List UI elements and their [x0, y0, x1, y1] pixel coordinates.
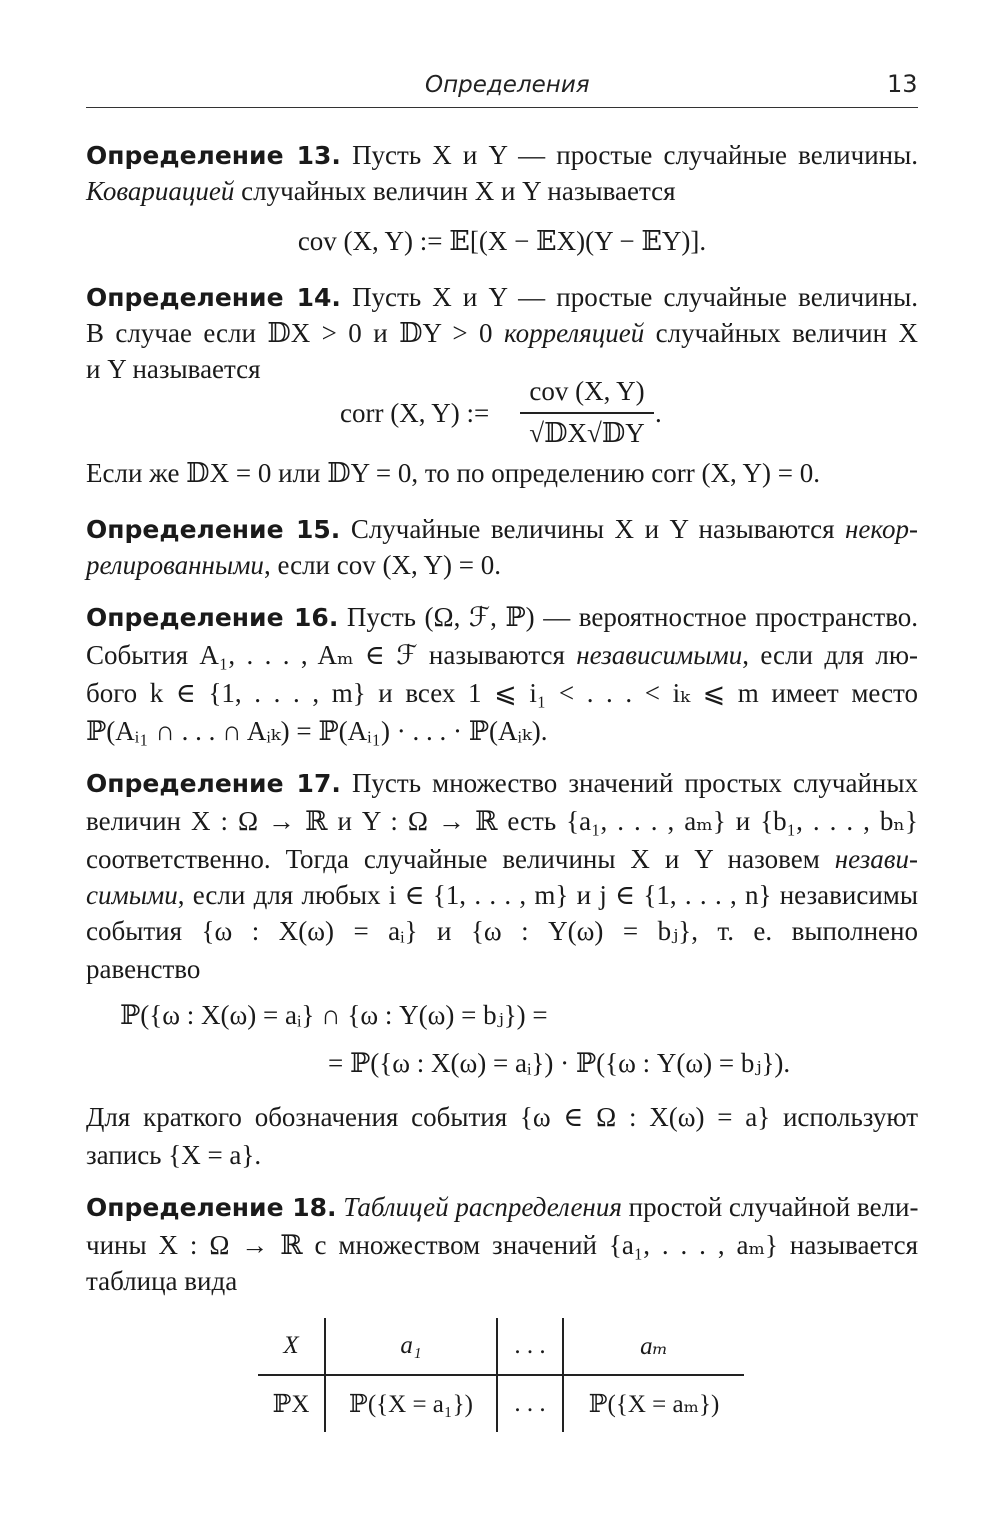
- def15-line1: Определение 15. Случайные величины X и Y называются некор-: [86, 514, 919, 544]
- def18-line3: таблица вида: [86, 1266, 238, 1296]
- def16-term: независимыми: [576, 640, 743, 670]
- table-cell: . . .: [497, 1318, 563, 1375]
- def17-formula-line2: = ℙ({ω : X(ω) = aᵢ}) · ℙ({ω : Y(ω) = bⱼ}).: [328, 1048, 791, 1078]
- def16-line4: ℙ(Aᵢ₁ ∩ . . . ∩ Aᵢₖ) = ℙ(Aᵢ₁) · . . . · ℙ(Aᵢₖ).: [86, 716, 548, 746]
- def16-line3: бого k ∈ {1, . . . , m} и всех 1 ⩽ i₁ < . . . < iₖ ⩽ m имеет место: [86, 678, 918, 708]
- formula-lhs: corr (X, Y) :=: [340, 398, 490, 428]
- fraction-denominator: √𝔻X√𝔻Y: [529, 418, 645, 448]
- table-cell: X: [258, 1318, 325, 1375]
- table-cell: ℙX: [258, 1375, 325, 1432]
- def15-label: Определение 15.: [86, 515, 341, 544]
- header-rule: [86, 107, 918, 108]
- table-cell: ℙ({X = a₁}): [325, 1375, 497, 1432]
- def18-line2: чины X : Ω → ℝ с множеством значений {a₁, . . . , aₘ} называется: [86, 1230, 918, 1260]
- def17-formula-line1: ℙ({ω : X(ω) = aᵢ} ∩ {ω : Y(ω) = bⱼ}) =: [120, 1000, 548, 1030]
- def13-term: Ковариацией: [86, 176, 235, 206]
- def17-note-line2: запись {X = a}.: [86, 1140, 262, 1170]
- def17-line5: события {ω : X(ω) = aᵢ} и {ω : Y(ω) = bⱼ}, т. е. выполнено: [86, 916, 918, 946]
- def14-line3: и Y называется: [86, 354, 261, 384]
- page-number: 13: [887, 70, 918, 98]
- def17-line2: величин X : Ω → ℝ и Y : Ω → ℝ есть {a₁, . . . , aₘ} и {b₁, . . . , bₙ}: [86, 806, 918, 836]
- def14-line2: В случае если 𝔻X > 0 и 𝔻Y > 0 корреляцией случайных величин X: [86, 318, 918, 348]
- def17-note-line1: Для краткого обозначения события {ω ∈ Ω : X(ω) = a} используют: [86, 1102, 918, 1132]
- table-cell: ℙ({X = aₘ}): [588, 1391, 720, 1418]
- table-row-probabilities: [258, 1375, 744, 1432]
- def18-term: Таблицей распределения: [343, 1192, 622, 1222]
- def13-label: Определение 13.: [86, 141, 341, 170]
- def13-line1: Определение 13. Пусть X и Y — простые случайные величины.: [86, 140, 919, 170]
- def16-line2: События A₁, . . . , Aₘ ∈ ℱ называются независимыми, если для лю-: [86, 640, 918, 670]
- def18-line1: Определение 18. Таблицей распределения простой случайной вели-: [86, 1192, 919, 1222]
- formula-period: .: [655, 398, 662, 428]
- def16-label: Определение 16.: [86, 603, 339, 632]
- def16-line1: Определение 16. Пусть (Ω, ℱ, ℙ) — вероятностное пространство.: [86, 602, 919, 632]
- def14-label: Определение 14.: [86, 283, 341, 312]
- def17-line3: соответственно. Тогда случайные величины X и Y назовем незави-: [86, 844, 918, 874]
- def17-term: симыми: [86, 880, 178, 910]
- table-cell: a₁: [325, 1318, 497, 1375]
- def17-line1: Определение 17. Пусть множество значений простых случайных: [86, 768, 919, 798]
- table-cell: . . .: [497, 1375, 563, 1432]
- def18-label: Определение 18.: [86, 1193, 337, 1222]
- def14-tail: Если же 𝔻X = 0 или 𝔻Y = 0, то по определению corr (X, Y) = 0.: [86, 458, 820, 488]
- def17-label: Определение 17.: [86, 769, 341, 798]
- table-row-values: [258, 1318, 744, 1375]
- running-header-title: Определения: [425, 72, 590, 98]
- fraction-bar: [520, 412, 654, 414]
- table-cell: aₘ: [563, 1318, 744, 1375]
- distribution-table: [258, 1318, 744, 1432]
- def17-line4: симыми, если для любых i ∈ {1, . . . , m} и j ∈ {1, . . . , n} независимы: [86, 880, 918, 910]
- def14-line1: Определение 14. Пусть X и Y — простые случайные величины.: [86, 282, 919, 312]
- def14-term: корреляцией: [503, 318, 645, 348]
- def13-line2: Ковариацией случайных величин X и Y называется: [86, 176, 676, 206]
- def15-term: релированными: [86, 550, 264, 580]
- fraction-numerator: cov (X, Y): [529, 376, 645, 406]
- def15-line2: релированными, если cov (X, Y) = 0.: [86, 550, 501, 580]
- def17-line6: равенство: [86, 954, 201, 984]
- def13-formula: cov (X, Y) := 𝔼[(X − 𝔼X)(Y − 𝔼Y)].: [297, 226, 707, 256]
